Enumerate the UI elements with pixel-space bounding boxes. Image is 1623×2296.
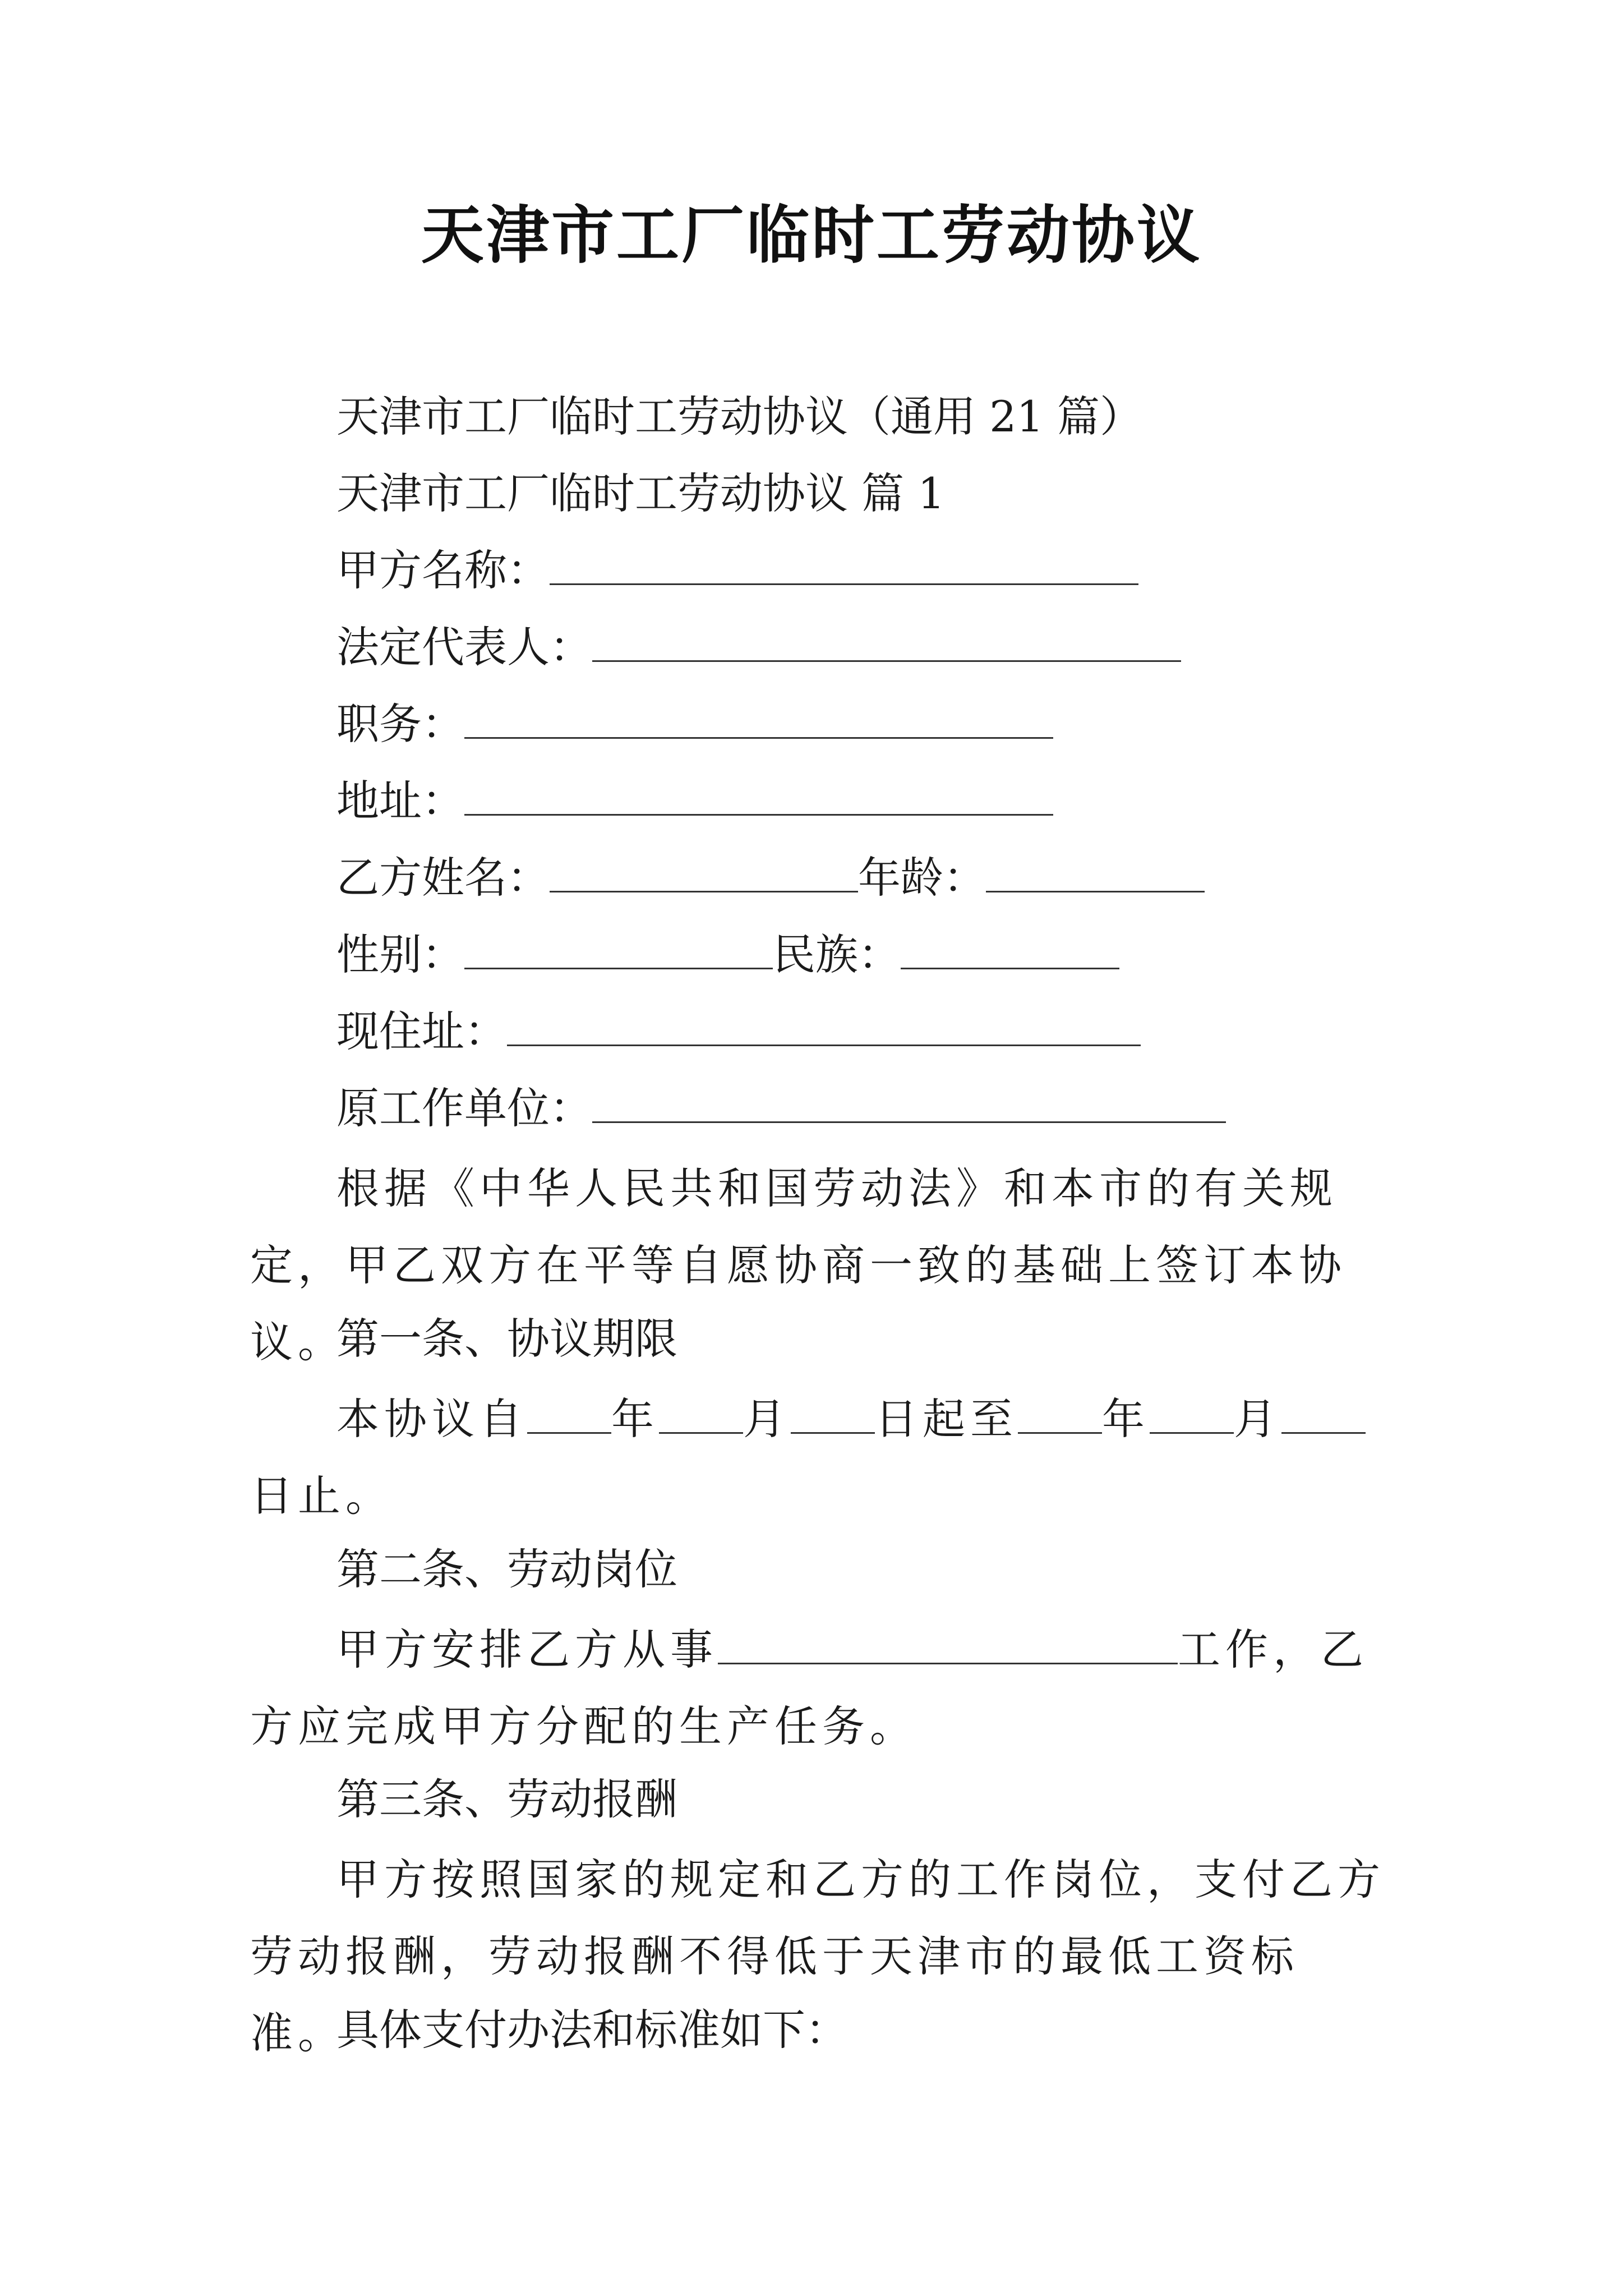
start-day-label: 日起至 (875, 1394, 1018, 1444)
position-blank[interactable] (464, 698, 1053, 739)
party-b-name-blank[interactable] (550, 852, 858, 892)
section3-paragraph: 甲方按照国家的规定和乙方的工作岗位，支付乙方劳动报酬，劳动报酬不得低于天津市的最低工资标准。 (250, 1855, 1385, 2058)
section1-heading: 第一条、协议期限 (336, 1314, 677, 1364)
section2-tail: 工作，乙方应完成甲方分配的生产任务。 (250, 1625, 1368, 1751)
address-blank[interactable] (464, 775, 1053, 816)
section1-paragraph (250, 1381, 1389, 1534)
address-label: 地址： (336, 776, 464, 826)
party-a-name-row (336, 544, 1138, 597)
section2-lead: 甲方安排乙方从事 (336, 1625, 718, 1674)
section1-end-label: 止。 (298, 1471, 393, 1521)
start-month-blank[interactable] (659, 1393, 743, 1434)
former-employer-blank[interactable] (592, 1082, 1226, 1123)
section1-from-label: 本协议自 (336, 1394, 527, 1444)
start-year-label: 年 (611, 1394, 659, 1444)
party-b-row (336, 851, 1205, 905)
document-subtitle: 天津市工厂临时工劳动协议（通用 21 篇） (336, 392, 1143, 441)
party-b-name-label: 乙方姓名： (336, 853, 550, 903)
age-label: 年龄： (858, 853, 986, 903)
end-month-blank[interactable] (1150, 1393, 1234, 1434)
current-address-label: 现住址： (336, 1006, 507, 1056)
payment-method-line: 具体支付办法和标准如下： (336, 2005, 848, 2055)
age-blank[interactable] (986, 852, 1205, 892)
ethnicity-blank[interactable] (901, 928, 1119, 969)
start-month-label: 月 (743, 1394, 791, 1444)
ethnicity-label: 民族： (773, 930, 901, 979)
former-employer-label: 原工作单位： (336, 1083, 592, 1133)
start-year-blank[interactable] (527, 1393, 611, 1434)
start-day-blank[interactable] (791, 1393, 875, 1434)
legal-rep-blank[interactable] (592, 621, 1181, 662)
party-a-name-blank[interactable] (550, 544, 1138, 585)
address-row (336, 774, 1053, 828)
intro-paragraph: 根据《中华人民共和国劳动法》和本市的有关规定，甲乙双方在平等自愿协商一致的基础上签订本协议。 (250, 1163, 1347, 1367)
gender-row (336, 928, 1119, 982)
legal-rep-row (336, 620, 1181, 674)
gender-label: 性别： (336, 930, 464, 979)
section3-heading: 第三条、劳动报酬 (336, 1774, 677, 1824)
end-year-label: 年 (1102, 1394, 1150, 1444)
gender-blank[interactable] (464, 928, 773, 969)
document-title: 天津市工厂临时工劳动协议 (421, 199, 1202, 272)
end-day-blank[interactable] (1281, 1393, 1366, 1434)
end-year-blank[interactable] (1018, 1393, 1102, 1434)
current-address-row (336, 1005, 1141, 1059)
current-address-blank[interactable] (507, 1005, 1141, 1046)
job-blank[interactable] (718, 1623, 1178, 1664)
former-employer-row (336, 1082, 1226, 1135)
section2-paragraph (250, 1611, 1389, 1765)
legal-rep-label: 法定代表人： (336, 622, 592, 672)
end-day-label: 日 (250, 1471, 298, 1521)
party-a-name-label: 甲方名称： (336, 545, 550, 595)
position-row (336, 697, 1053, 751)
position-label: 职务： (336, 699, 464, 749)
article-heading: 天津市工厂临时工劳动协议 篇 1 (336, 468, 945, 518)
section2-heading: 第二条、劳动岗位 (336, 1544, 677, 1594)
end-month-label: 月 (1234, 1394, 1281, 1444)
